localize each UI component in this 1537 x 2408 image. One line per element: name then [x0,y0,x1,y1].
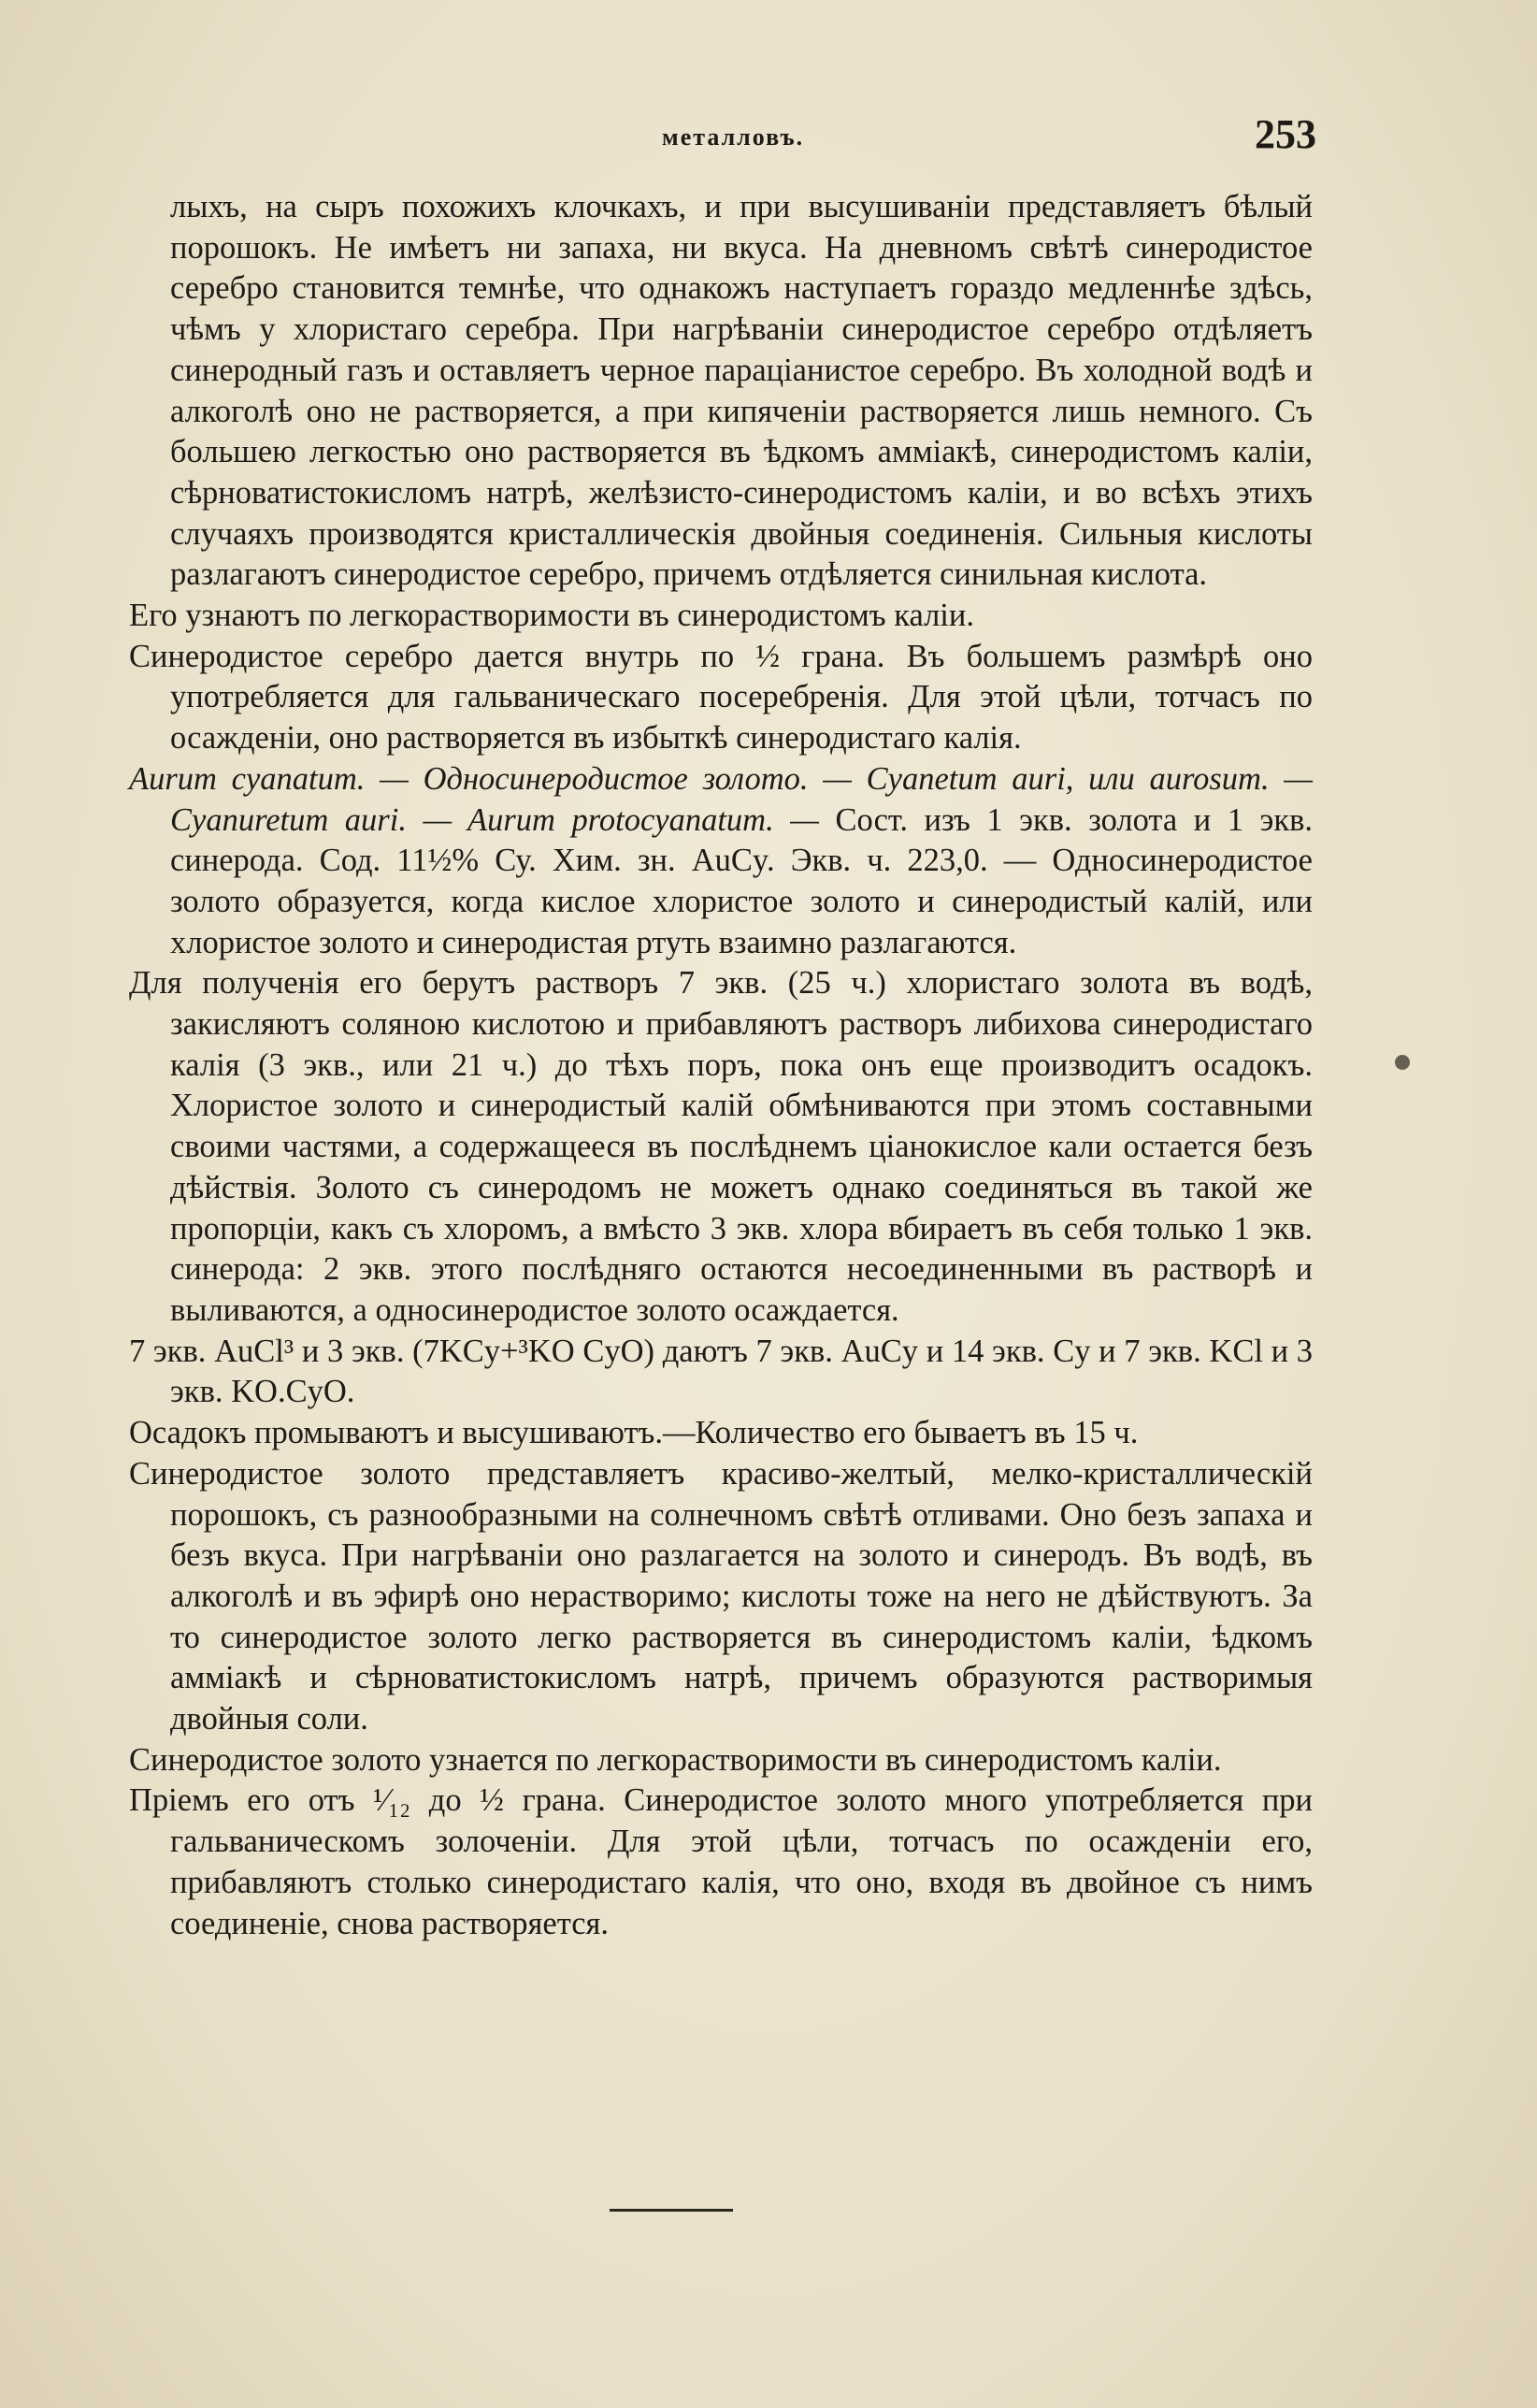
ink-spot [1395,1055,1410,1070]
paragraph-continuation: лыхъ, на сыръ похожихъ клочкахъ, и при высушиваніи представляетъ бѣлый порошокъ. Не имѣетъ ни запаха, ни вкуса. На дневномъ свѣтѣ синеродистое серебро становится темнѣе, что однакожъ наступаетъ гораздо медленнѣе здѣсь, чѣмъ у хлористаго серебра. При нагрѣваніи синеродистое серебро отдѣляетъ синеродный газъ и оставляетъ черное параціанистое серебро. Въ холодной водѣ и алкоголѣ оно не растворяется, а при кипяченіи растворяется лишь немного. Съ большею легкостью оно растворяется въ ѣдкомъ амміакѣ, синеродистомъ каліи, сѣрноватистокисломъ натрѣ, желѣзисто-синеродистомъ каліи, и во всѣхъ этихъ случаяхъ производятся кристаллическія двойныя соединенія. Сильныя кислоты разлагаютъ синеродистое серебро, причемъ отдѣляется синильная кислота. [170,189,1313,593]
paragraph: Синеродистое золото представляетъ красиво-желтый, мелко-кристаллическій порошокъ, съ разнообразными на солнечномъ свѣтѣ отливами. Оно безъ запаха и безъ вкуса. При нагрѣваніи оно разлагается на золото и синеродъ. Въ водѣ, въ алкоголѣ и въ эфирѣ оно нерастворимо; кислоты тоже на него не дѣйствуютъ. За то синеродистое золото легко растворяется въ синеродистомъ каліи, ѣдкомъ амміакѣ и сѣрноватистокисломъ натрѣ, причемъ образуются растворимыя двойныя соли. [129,1455,1313,1738]
paragraph: Пріемъ его отъ ¹⁄₁₂ до ½ грана. Синеродистое золото много употребляется при гальваническомъ золоченіи. Для этой цѣли, тотчасъ по осажденіи его, прибавляютъ столько синеродистаго калія, что оно, входя въ двойное съ нимъ соединеніе, снова растворяется. [129,1782,1313,1941]
running-head: металловъ. [662,123,805,151]
paragraph-text: Сост. изъ 1 экв. золота и 1 экв. синерода. Сод. 11½% Су. Хим. зн. AuCy. Экв. ч. 223,0. — Односинеродистое золото образуется, когда кислое хлористое золото и синеродистый калій, или хлористое золото и синеродистая ртуть взаимно разлагаются. [170,801,1314,960]
closing-rule [610,2209,733,2212]
body-text [129,187,1313,1944]
paragraph: Его узнаютъ по легкорастворимости въ синеродистомъ каліи. [129,598,974,634]
page-number: 253 [1255,111,1316,157]
paragraph: Синеродистое золото узнается по легкорастворимости въ синеродистомъ каліи. [129,1741,1222,1778]
paragraph-aurum-cyanatum [129,759,1313,964]
paragraph: Для полученія его берутъ растворъ 7 экв. (25 ч.) хлористаго золота въ водѣ, закисляютъ соляною кислотою и прибавляютъ растворъ либихова синеродистаго калія (3 экв., или 21 ч.) до тѣхъ поръ, пока онъ еще производитъ осадокъ. Хлористое золото и синеродистый калій обмѣниваются при этомъ составными своими частями, а содержащееся въ послѣднемъ ціанокислое кали остается безъ дѣйствія. Золото съ синеродомъ не можетъ однако соединяться въ такой же пропорціи, какъ съ хлоромъ, а вмѣсто 3 экв. хлора вбираетъ въ себя только 1 экв. синерода: 2 экв. этого послѣдняго остаются несоединенными въ растворѣ и выливаются, а односинеродистое золото осаждается. [129,965,1313,1328]
formula-paragraph: 7 экв. AuCl³ и 3 экв. (7KCy+³KO CyO) даютъ 7 экв. AuCy и 14 экв. Cy и 7 экв. KCl и 3 экв. KO.CyO. [129,1333,1313,1410]
paragraph: Осадокъ промываютъ и высушиваютъ.—Количество его бываетъ въ 15 ч. [129,1415,1139,1451]
paragraph: Синеродистое серебро дается внутрь по ½ грана. Въ большемъ размѣрѣ оно употребляется для гальваническаго посеребренія. Для этой цѣли, тотчасъ по осажденіи, оно растворяется въ избыткѣ синеродистаго калія. [129,638,1313,757]
page-header [0,110,1537,166]
italic-heading: Aurum cyanatum. — Односинеродистое золото. — Cyanetum auri, или aurosum. — Cyanuretum auri. — Aurum protocyanatum. — [129,760,1313,838]
